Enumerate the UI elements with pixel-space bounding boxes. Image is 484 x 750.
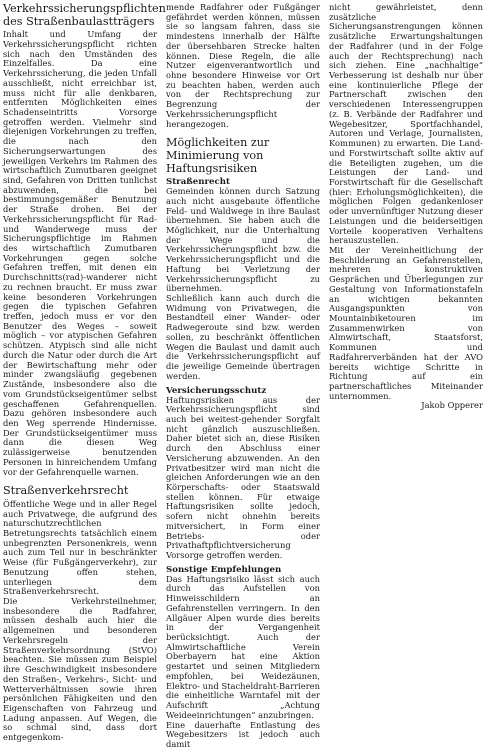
heading-haftungsrisiken: Möglichkeiten zur Minimierung von Haftungsrisiken (166, 136, 270, 175)
paragraph: mende Radfahrer oder Fußgänger gefährdet werden können, müssen sie so langsam fahren, dass sie mindestens innerhalb der Hälfte der übersehbaren Strecke halten können. Diese Regeln, die alle Nutzer eigenverantwortlich und ohne besondere Hinweise vor Ort zu beachten haben, werden auch von der Rechtsprechung zur Begrenzung der Verkehrssicherungspflicht herangezogen. (166, 2, 320, 129)
heading-verkehrssicherungspflichten: Verkehrssicherungspflichten des Straßenbaulastträgers (3, 2, 166, 28)
author-signature: Jakob Opperer (421, 400, 483, 411)
paragraph: Inhalt und Umfang der Verkehrssicherungspflicht richten sich nach den Umständen des Einzelfalles. Da eine Verkehrssicherung, die jeden Unfall ausschließt, nicht erreichbar ist, muss nicht für alle denkbaren, entfernten Möglichkeiten eines Schadenseintritts Vorsorge getroffen werden. Vielmehr sind diejenigen Vorkehrungen zu treffen, die nach den Sicherungserwartungen des jeweiligen Verkehrs im Rahmen des wirtschaftlich Zumutbaren geeignet sind, Gefahren von Dritten tunlichst abzuwenden, die bei bestimmungsgemäßer Benutzung der Straße drohen. Bei der Verkehrssicherungspflicht für Rad- und Wanderwege muss der Sicherungspflichtige im Rahmen des wirtschaftlich Zumutbaren Vorkehrungen gegen solche Gefahren treffen, mit denen ein Durchschnitts(rad)-wanderer nicht zu rechnen braucht. Er muss zwar keine besonderen Vorkehrungen gegen die typischen Gefahren treffen, jedoch muss er vor den Benutzer des Weges – soweit möglich – vor atypischen Gefahren schützen. Atypisch sind alle nicht durch die Natur oder durch die Art der Bewirtschaftung mehr oder minder zwangsläufig gegebenen Zustände, insbesondere also die vom Grundstückseigentümer selbst geschaffenen Gefahrenquellen. Dazu gehören insbesondere auch den Weg sperrende Hindernisse. Der Grundstückseigentümer muss dann die diesen Weg zulässigerweise benutzenden Personen in hinreichendem Umfang vor der Gefahrenquelle warnen. (3, 29, 157, 477)
heading-strassenverkehrsrecht: Straßenverkehrsrecht (3, 484, 129, 498)
subheading-sonstige-empfehlungen: Sonstige Empfehlungen (166, 564, 282, 575)
paragraph: Gemeinden können durch Satzung auch nicht ausgebaute öffentliche Feld- und Waldwege in ihre Baulast übernehmen. Sie haben auch die Möglichkeit, nur die Unterhaltung der Wege und die Verkehrssicherungspflicht bzw. die Verkehrssicherungspflicht und die Haftung bei Verletzung der Verkehrssicherungspflicht zu übernehmen. (166, 186, 320, 294)
paragraph: Öffentliche Wege und in aller Regel auch Privatwege, die aufgrund des naturschutzrechtlichen Betretungsrechts tatsächlich einem unbegrenzten Personenkreis, wenn auch zum Teil nur in beschränkter Weise (für Fußgängerverkehr), zur Benutzung offen stehen, unterliegen dem Straßenverkehrsrecht. (3, 498, 157, 597)
paragraph: Mit der Vereinheitlichung der Beschilderung an Gefahrenstellen, mehreren konstruktiven Gesprächen und Überlegungen zur Gestaltung von Informationstafeln an wichtigen bekannten Ausgangspunkten von Mountainbiketouren im Zusammenwirken von Almwirtschaft, Staatsforst, Kommunen und Radfahrerverbänden hat der AVO bereits wichtige Schritte in Richtung auf ein partnerschaftliches Miteinander unternommen. (329, 244, 483, 401)
column-middle (166, 3, 320, 750)
paragraph: Schließlich kann auch durch die Widmung von Privatwegen, die Bestandteil einer Wander- oder Radwegeroute sind bzw. werden sollen, zu beschränkt öffentlichen Wegen die Baulast und damit auch die Verkehrssicherungspflicht auf die jeweilige Gemeinde übertragen werden. (166, 293, 320, 381)
column-left (3, 2, 166, 743)
paragraph: Das Haftungsrisiko lässt sich auch durch das Aufstellen von Hinweisschildern an Gefahrenstellen verringern. In den Allgäuer Alpen wurde dies bereits in der Vergangenheit berücksichtigt. Auch der Almwirtschaftliche Verein Oberbayern hat eine Aktion gestartet und seinen Mitgliedern empfohlen, bei Weidezäunen, Elektro- und Stacheldraht-Barrieren die einheitliche Warntafel mit der Aufschrift „Achtung Weideeinrichtungen“ anzubringen. (166, 573, 320, 720)
subheading-versicherungsschutz: Versicherungsschutz (166, 385, 267, 396)
column-right (329, 3, 483, 411)
paragraph: Die Verkehrsteilnehmer, insbesondere die Radfahrer, müssen deshalb auch hier die allgemeinen und besonderen Verkehrsregeln der Straßenverkehrsordnung (StVO) beachten. Sie müssen zum Beispiel ihre Geschwindigkeit insbesondere den Straßen-, Verkehrs-, Sicht- und Wetterverhältnissen sowie ihren persönlichen Fähigkeiten und den Eigenschaften von Fahrzeug und Ladung anpassen. Auf Wegen, die so schmal sind, dass dort entgegenkom- (3, 596, 157, 743)
paragraph: Eine dauerhafte Entlastung des Wegebesitzers ist jedoch auch damit (166, 719, 320, 749)
paragraph: nicht gewährleistet, denn zusätzliche Sicherungsanstrengungen können zusätzliche Erwartungshaltungen der Radfahrer (und in der Folge auch der Rechtsprechung) nach sich ziehen. Eine „nachhaltige“ Verbesserung ist deshalb nur über eine kontinuierliche Pflege der Partnerschaft zwischen den verschiedenen Interessengruppen (z. B. Verbände der Radfahrer und Wegebesitzer, Sportfachhandel, Autoren und Verlage, Journalisten, Kommunen) zu erwarten. Die Land- und Forstwirtschaft sollte aktiv auf die Beteiligten zugehen, um die Leistungen der Land- und Forstwirtschaft für die Gesellschaft (hier: Erholungsmöglichkeiten), die möglichen Folgen gedankenloser oder unvernünftiger Nutzung dieser Leistungen und die beiderseitigen Vorteile kooperativen Verhaltens herauszustellen. (329, 2, 483, 246)
subheading-strassenrecht: Straßenrecht (166, 177, 230, 188)
paragraph: Haftungsrisiken aus der Verkehrssicherungspflicht sind auch bei weitest-gehender Sorgfalt nicht gänzlich auszuschließen. Daher bietet sich an, diese Risiken durch den Abschluss einer Versicherung abzuwenden. An den Privatbesitzer wird man nicht die gleichen Anforderungen wie an den Körperschafts- oder Staatswald stellen können. Für etwaige Haftungsrisiken sollte jedoch, sofern nicht ohnehin bereits mitversichert, in Form einer Betriebs- oder Privathaftpflichtversicherung Vorsorge getroffen werden. (166, 394, 320, 560)
